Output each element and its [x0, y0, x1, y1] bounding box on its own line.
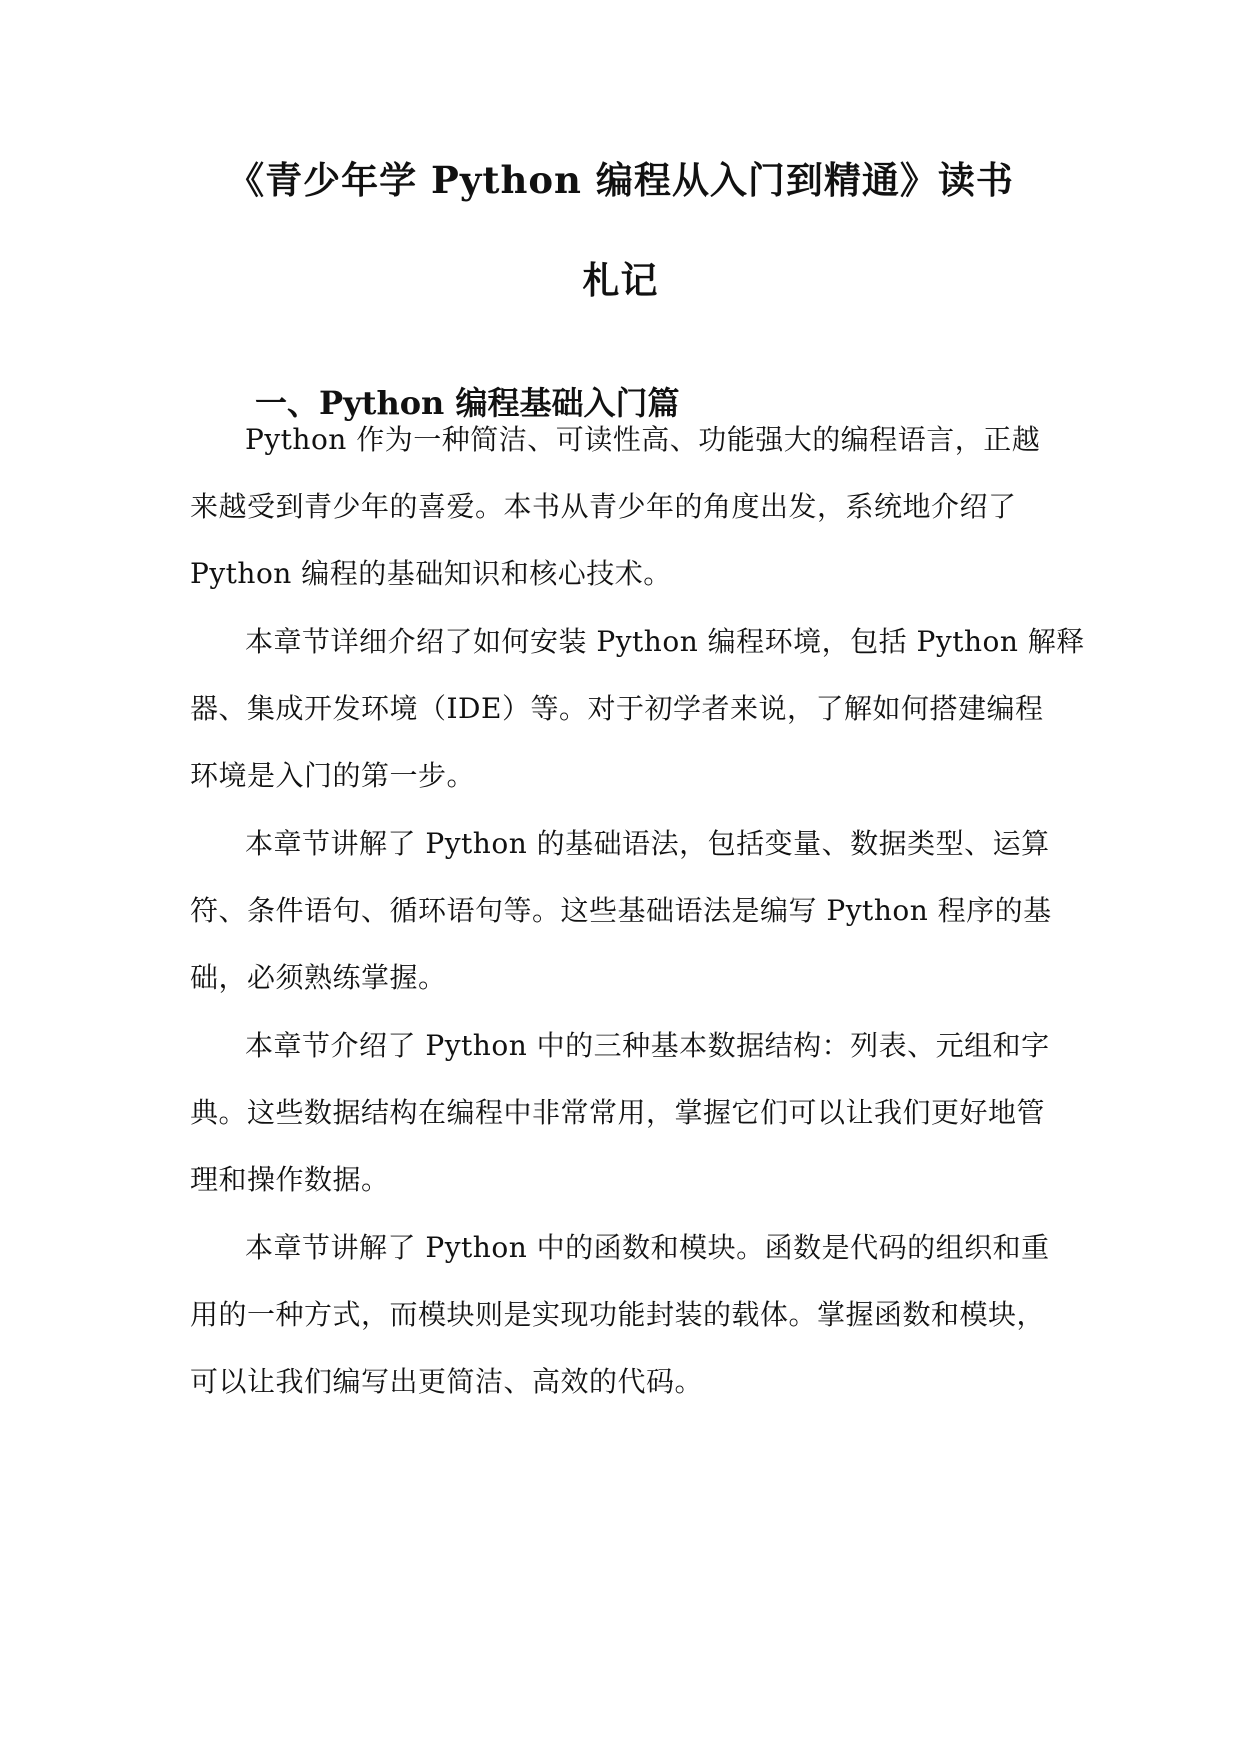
- paragraph-5-line-3: 可以让我们编写出更简洁、高效的代码。: [190, 1365, 704, 1398]
- paragraph-4-line-3: 理和操作数据。: [190, 1163, 390, 1196]
- paragraph-2-line-1: 本章节详细介绍了如何安装 Python 编程环境，包括 Python 解释: [245, 625, 1085, 658]
- paragraph-1-line-3: Python 编程的基础知识和核心技术。: [190, 557, 672, 590]
- paragraph-4-line-1: 本章节介绍了 Python 中的三种基本数据结构：列表、元组和字: [245, 1029, 1050, 1062]
- paragraph-3-line-3: 础，必须熟练掌握。: [190, 961, 447, 994]
- paragraph-3-line-1: 本章节讲解了 Python 的基础语法，包括变量、数据类型、运算: [245, 827, 1050, 860]
- section-heading: 一、Python 编程基础入门篇: [255, 384, 680, 422]
- paragraph-4-line-2: 典。这些数据结构在编程中非常常用，掌握它们可以让我们更好地管: [190, 1096, 1046, 1129]
- paragraph-2-line-2: 器、集成开发环境（IDE）等。对于初学者来说，了解如何搭建编程: [190, 692, 1044, 725]
- paragraph-1-line-2: 来越受到青少年的喜爱。本书从青少年的角度出发，系统地介绍了: [190, 490, 1017, 523]
- paragraph-5-line-2: 用的一种方式，而模块则是实现功能封装的载体。掌握函数和模块，: [190, 1298, 1046, 1331]
- document-title-line-1: 《青少年学 Python 编程从入门到精通》读书: [227, 158, 1014, 202]
- paragraph-5-line-1: 本章节讲解了 Python 中的函数和模块。函数是代码的组织和重: [245, 1231, 1050, 1264]
- document-title-line-2: 札记: [582, 258, 659, 302]
- paragraph-3-line-2: 符、条件语句、循环语句等。这些基础语法是编写 Python 程序的基: [190, 894, 1052, 927]
- paragraph-2-line-3: 环境是入门的第一步。: [190, 759, 476, 792]
- paragraph-1-line-1: Python 作为一种简洁、可读性高、功能强大的编程语言，正越: [245, 423, 1041, 456]
